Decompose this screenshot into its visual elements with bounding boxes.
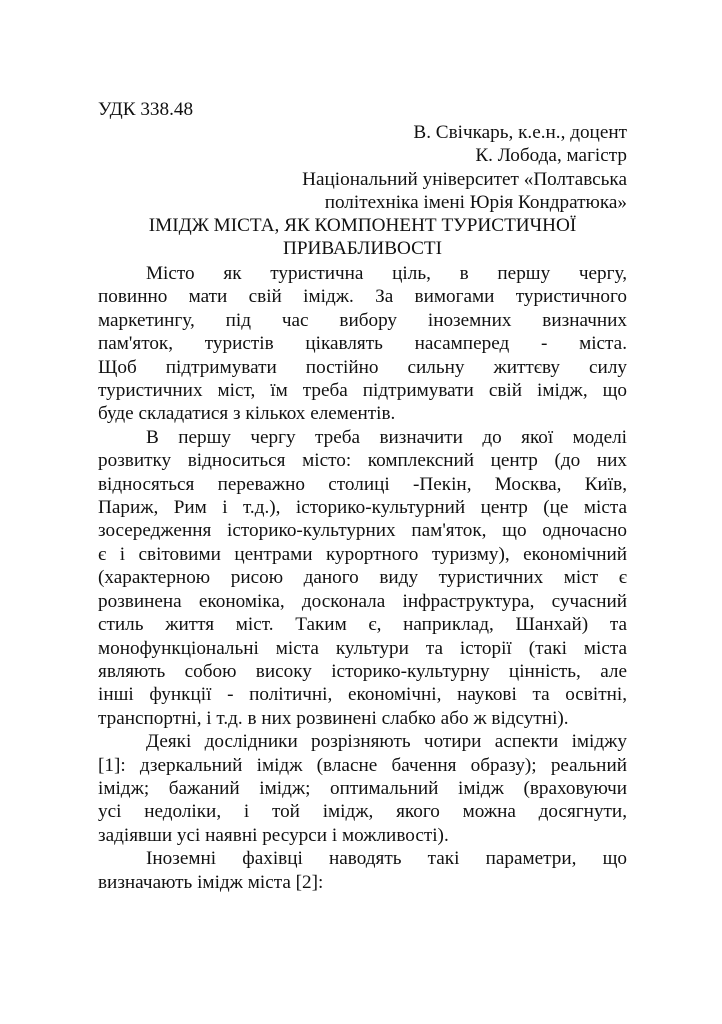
text-line: [1]: дзеркальний імідж (власне бачення образу); реальний: [98, 754, 627, 776]
text-line: визначають імідж міста [2]:: [98, 871, 324, 893]
text-line: Деякі дослідники розрізняють чотири аспекти іміджу: [146, 731, 627, 753]
text-line: відносяться переважно столиці -Пекін, Москва, Київ,: [98, 473, 627, 495]
paragraph-1: [98, 262, 627, 426]
paragraph-2: [98, 426, 627, 730]
text-line: туристичних міст, їм треба підтримувати свій імідж, що: [98, 380, 627, 402]
author-line: К. Лобода, магістр: [475, 145, 627, 167]
text-line: усі недоліки, і той імідж, якого можна досягнути,: [98, 801, 627, 823]
text-line: розвинена економіка, досконала інфраструктура, сучасний: [98, 590, 627, 612]
paragraph-3: [98, 730, 627, 847]
text-line: Місто як туристична ціль, в першу чергу,: [146, 263, 627, 284]
text-line: інші функції - політичні, економічні, наукові та освітні,: [98, 684, 627, 706]
text-line: пам'яток, туристів цікавлять насамперед - міста.: [98, 333, 627, 355]
text-line: В першу чергу треба визначити до якої моделі: [146, 426, 627, 448]
text-line: повинно мати свій імідж. За вимогами туристичного: [98, 286, 627, 308]
text-line: Щоб підтримувати постійно сильну життєву силу: [98, 356, 627, 378]
article-body: [98, 262, 627, 894]
udc-code: УДК 338.48: [98, 99, 194, 120]
text-line: буде складатися з кількох елементів.: [98, 403, 396, 425]
text-line: стиль життя міст. Таким є, наприклад, Шанхай) та: [98, 614, 627, 636]
text-line: монофункціональні міста культури та історії (такі міста: [98, 637, 627, 659]
text-line: Париж, Рим і т.д.), історико-культурний центр (це міста: [98, 497, 627, 519]
text-line: маркетингу, під час вибору іноземних визначних: [98, 309, 627, 331]
text-line: зосередження історико-культурних пам'яток, що одночасно: [98, 520, 627, 542]
article-title: [98, 214, 627, 261]
affiliation-line: Національний університет «Полтавська: [302, 168, 627, 190]
title-line: ПРИВАБЛИВОСТІ: [282, 238, 443, 260]
text-line: Іноземні фахівці наводять такі параметри, що: [146, 848, 627, 870]
title-line: ІМІДЖ МІСТА, ЯК КОМПОНЕНТ ТУРИСТИЧНОЇ: [148, 215, 577, 236]
text-line: транспортні, і т.д. в них розвинені слабко або ж відсутні).: [98, 707, 569, 729]
text-line: являють собою високу історико-культурну цінність, але: [98, 660, 627, 682]
text-line: розвитку відноситься місто: комплексний центр (до них: [98, 450, 627, 472]
text-line: імідж; бажаний імідж; оптимальний імідж (враховуючи: [98, 777, 627, 799]
paragraph-4: [98, 847, 627, 894]
text-line: задіявши усі наявні ресурси і можливості).: [98, 824, 449, 846]
text-line: є і світовими центрами курортного туризму), економічний: [98, 543, 627, 565]
author-line: В. Свічкарь, к.е.н., доцент: [413, 122, 627, 143]
text-line: (характерною рисою даного виду туристичних міст є: [98, 567, 627, 589]
affiliation-line: політехніка імені Юрія Кондратюка»: [324, 192, 627, 214]
author-block: [98, 121, 627, 215]
